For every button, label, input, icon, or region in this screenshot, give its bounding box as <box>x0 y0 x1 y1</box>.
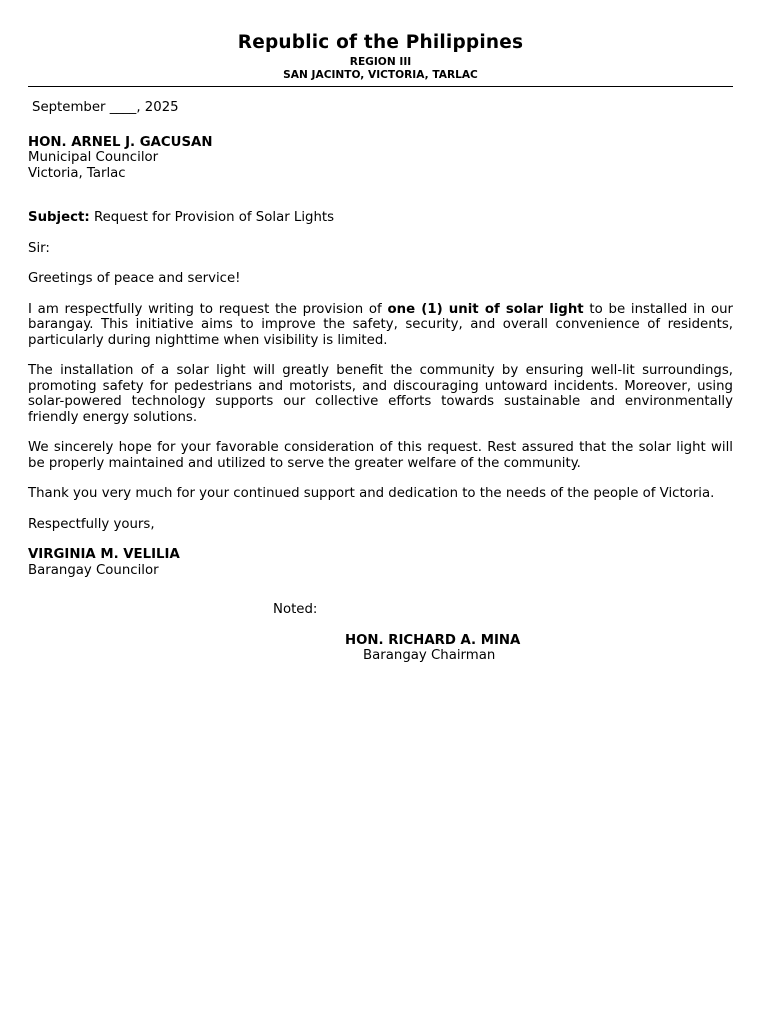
letter-date: September ____, 2025 <box>32 100 179 115</box>
letterhead-location: SAN JACINTO, VICTORIA, TARLAC <box>283 69 478 81</box>
approver-position: Barangay Chairman <box>363 648 496 663</box>
body-paragraph-4: Thank you very much for your continued support and dedication to the needs of the people of Victoria. <box>28 486 715 501</box>
letter-page <box>28 30 733 664</box>
addressee-address: Victoria, Tarlac <box>28 165 126 181</box>
paragraph-1-emphasis: one (1) unit of solar light <box>387 301 584 317</box>
body-paragraph-1 <box>28 302 733 349</box>
subject-label: Subject: <box>28 210 90 225</box>
body-paragraph-3: We sincerely hope for your favorable consideration of this request. Rest assured that the solar light will be properly maintained and utilized to serve the greater welfare of the community. <box>28 440 733 471</box>
letterhead-title: Republic of the Philippines <box>237 32 524 53</box>
salutation: Sir: <box>28 240 50 256</box>
closing: Respectfully yours, <box>28 516 155 532</box>
noted-label: Noted: <box>273 602 318 617</box>
header-divider <box>28 86 733 87</box>
addressee-position: Municipal Councilor <box>28 150 159 165</box>
paragraph-1-intro: I am respectfully writing to request the provision of <box>28 301 388 317</box>
body-paragraph-2: The installation of a solar light will greatly benefit the community by ensuring well-lit surroundings, promoting safety for pedestrians and motorists, and discouraging untoward incidents. Moreover, using solar-powered technology supports our collective efforts towards sustainable and environmentally friendly energy solutions. <box>28 363 733 425</box>
addressee-name: HON. ARNEL J. GACUSAN <box>28 134 213 150</box>
subject-text: Request for Provision of Solar Lights <box>93 210 335 225</box>
letterhead <box>28 30 733 82</box>
paragraph-1-rest: to be installed in our barangay. This initiative aims to improve the safety, security, and overall convenience of residents, particularly during nighttime when visibility is limited. <box>28 301 733 348</box>
approver-name: HON. RICHARD A. MINA <box>345 632 521 648</box>
signer-name: VIRGINIA M. VELILIA <box>28 547 180 562</box>
letterhead-region: REGION III <box>349 56 412 68</box>
subject-line <box>28 210 733 226</box>
signer-position: Barangay Councilor <box>28 562 159 578</box>
greeting: Greetings of peace and service! <box>28 271 241 286</box>
